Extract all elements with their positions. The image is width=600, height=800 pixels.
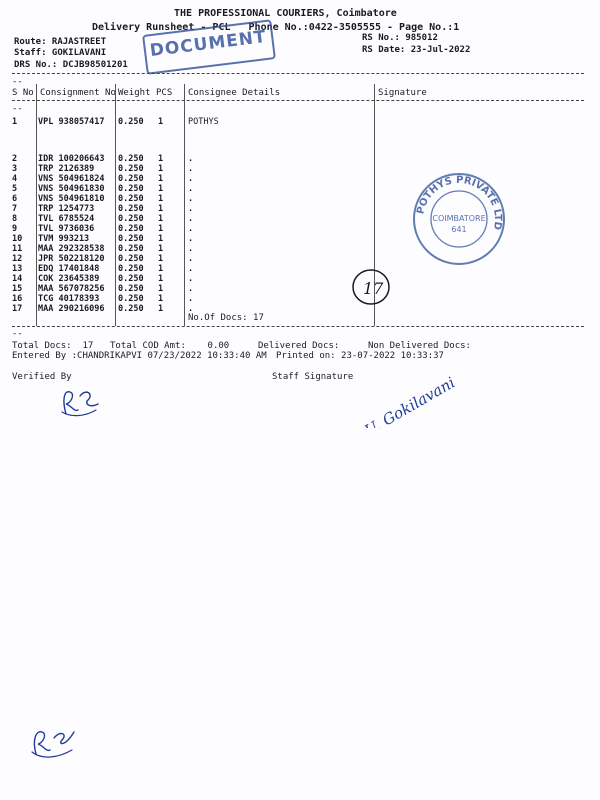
staff-label: Staff: GOKILAVANI bbox=[14, 48, 107, 58]
table-row bbox=[12, 164, 372, 174]
cell-weight: 0.250 bbox=[118, 164, 144, 174]
cell-consignee: . bbox=[188, 264, 194, 274]
cell-pcs: 1 bbox=[158, 117, 164, 127]
cell-consignee: . bbox=[188, 154, 194, 164]
cell-pcs: 1 bbox=[158, 224, 164, 234]
seal-pin-text: 641 bbox=[451, 225, 467, 234]
cell-sno: 2 bbox=[12, 154, 18, 164]
cell-weight: 0.250 bbox=[118, 154, 144, 164]
cell-consignee: . bbox=[188, 254, 194, 264]
cell-pcs: 1 bbox=[158, 294, 164, 304]
handwritten-count-circle bbox=[350, 267, 392, 307]
cell-weight: 0.250 bbox=[118, 284, 144, 294]
cell-weight: 0.250 bbox=[118, 244, 144, 254]
cell-pcs: 1 bbox=[158, 284, 164, 294]
table-row bbox=[12, 274, 372, 284]
cell-weight: 0.250 bbox=[118, 304, 144, 314]
cell-weight: 0.250 bbox=[118, 184, 144, 194]
entered-by: Entered By :CHANDRIKAPVI 07/23/2022 10:33:40 AM bbox=[12, 351, 267, 361]
staff-signature bbox=[350, 368, 460, 428]
cell-sno: 6 bbox=[12, 194, 18, 204]
table-row bbox=[12, 224, 372, 234]
cell-weight: 0.250 bbox=[118, 234, 144, 244]
cell-consignee: . bbox=[188, 274, 194, 284]
cell-weight: 0.250 bbox=[118, 274, 144, 284]
col-header-consignee: Consignee Details bbox=[188, 88, 281, 98]
verifier-initials bbox=[56, 380, 104, 420]
cell-sno: 4 bbox=[12, 174, 18, 184]
cell-weight: 0.250 bbox=[118, 294, 144, 304]
table-row bbox=[12, 254, 372, 264]
cell-consignee: . bbox=[188, 304, 194, 314]
cell-consignee: . bbox=[188, 294, 194, 304]
no-of-docs: No.Of Docs: 17 bbox=[188, 313, 264, 323]
cell-consignee: . bbox=[188, 174, 194, 184]
cell-consignment: TCG 40178393 bbox=[38, 294, 100, 304]
drs-number: DRS No.: DCJB98501201 bbox=[14, 60, 128, 70]
cell-weight: 0.250 bbox=[118, 174, 144, 184]
divider-mark: -- bbox=[12, 77, 23, 87]
cell-consignee: . bbox=[188, 204, 194, 214]
cell-pcs: 1 bbox=[158, 164, 164, 174]
cell-consignee: POTHYS bbox=[188, 117, 219, 127]
cell-consignment: MAA 567078256 bbox=[38, 284, 105, 294]
cell-sno: 17 bbox=[12, 304, 23, 314]
cell-consignment: VNS 504961824 bbox=[38, 174, 105, 184]
divider bbox=[12, 100, 584, 101]
cell-consignment: TRP 1254773 bbox=[38, 204, 95, 214]
table-row bbox=[12, 234, 372, 244]
handwritten-count-text: 17 bbox=[363, 279, 384, 298]
cell-sno: 10 bbox=[12, 234, 23, 244]
verified-by-label: Verified By bbox=[12, 372, 72, 382]
cell-consignment: TRP 2126389 bbox=[38, 164, 95, 174]
cell-sno: 14 bbox=[12, 274, 23, 284]
cell-weight: 0.250 bbox=[118, 254, 144, 264]
cell-consignment: VNS 504961810 bbox=[38, 194, 105, 204]
table-row bbox=[12, 174, 372, 184]
cell-pcs: 1 bbox=[158, 154, 164, 164]
cell-consignment: JPR 502218120 bbox=[38, 254, 105, 264]
cell-consignment: COK 23645389 bbox=[38, 274, 100, 284]
rs-number: RS No.: 985012 bbox=[362, 33, 438, 43]
cell-sno: 3 bbox=[12, 164, 18, 174]
cell-consignment: TVL 6785524 bbox=[38, 214, 95, 224]
total-docs: Total Docs: 17 bbox=[12, 341, 94, 351]
cell-consignment: TVL 9736036 bbox=[38, 224, 95, 234]
cell-weight: 0.250 bbox=[118, 214, 144, 224]
cell-consignee: . bbox=[188, 284, 194, 294]
cell-pcs: 1 bbox=[158, 254, 164, 264]
total-cod-amount: Total COD Amt: 0.00 bbox=[110, 341, 230, 351]
table-row bbox=[12, 284, 372, 294]
cell-consignee: . bbox=[188, 224, 194, 234]
divider bbox=[12, 73, 584, 74]
table-row bbox=[12, 204, 372, 214]
cell-pcs: 1 bbox=[158, 184, 164, 194]
bottom-initials bbox=[28, 718, 80, 762]
cell-pcs: 1 bbox=[158, 174, 164, 184]
divider-mark: -- bbox=[12, 329, 23, 339]
rs-date: RS Date: 23-Jul-2022 bbox=[362, 45, 471, 55]
table-row bbox=[12, 184, 372, 194]
staff-signature-label: Staff Signature bbox=[272, 372, 354, 382]
cell-sno: 9 bbox=[12, 224, 18, 234]
verifier-initials-icon bbox=[56, 380, 104, 420]
table-row bbox=[12, 154, 372, 164]
cell-weight: 0.250 bbox=[118, 264, 144, 274]
cell-sno: 7 bbox=[12, 204, 18, 214]
document-stamp-text: DOCUMENT bbox=[148, 27, 268, 62]
cell-pcs: 1 bbox=[158, 194, 164, 204]
cell-consignment: TVM 993213 bbox=[38, 234, 90, 244]
table-row bbox=[12, 294, 372, 304]
cell-pcs: 1 bbox=[158, 244, 164, 254]
bottom-initials-icon bbox=[28, 718, 80, 762]
cell-consignee: . bbox=[188, 194, 194, 204]
cell-weight: 0.250 bbox=[118, 224, 144, 234]
col-header-sno: S No bbox=[12, 88, 34, 98]
table-row bbox=[12, 244, 372, 254]
runsheet-title: Delivery Runsheet - PCL Phone No.:0422-3505555 - Page No.:1 bbox=[92, 22, 460, 33]
cell-pcs: 1 bbox=[158, 264, 164, 274]
cell-weight: 0.250 bbox=[118, 194, 144, 204]
table-row bbox=[12, 214, 372, 224]
cell-weight: 0.250 bbox=[118, 204, 144, 214]
seal-city-text: COIMBATORE bbox=[432, 214, 486, 223]
cell-sno: 12 bbox=[12, 254, 23, 264]
cell-sno: 8 bbox=[12, 214, 18, 224]
cell-sno: 1 bbox=[12, 117, 18, 127]
cell-sno: 16 bbox=[12, 294, 23, 304]
cell-pcs: 1 bbox=[158, 304, 164, 314]
cell-sno: 13 bbox=[12, 264, 23, 274]
company-seal-icon bbox=[411, 171, 507, 267]
cell-pcs: 1 bbox=[158, 204, 164, 214]
col-header-pcs: PCS bbox=[156, 88, 173, 98]
col-header-signature: Signature bbox=[378, 88, 427, 98]
cell-pcs: 1 bbox=[158, 234, 164, 244]
cell-weight: 0.250 bbox=[118, 117, 144, 127]
cell-consignment: MAA 290216096 bbox=[38, 304, 105, 314]
cell-consignee: . bbox=[188, 164, 194, 174]
staff-signature-text: U. Gokilavani bbox=[361, 373, 459, 428]
divider bbox=[12, 326, 584, 327]
cell-consignment: VPL 938057417 bbox=[38, 117, 105, 127]
cell-consignment: IDR 100206643 bbox=[38, 154, 105, 164]
cell-consignee: . bbox=[188, 214, 194, 224]
col-header-consignment: Consignment No bbox=[40, 88, 116, 98]
non-delivered-docs: Non Delivered Docs: bbox=[368, 341, 471, 351]
delivered-docs: Delivered Docs: bbox=[258, 341, 340, 351]
col-header-weight: Weight bbox=[118, 88, 151, 98]
route-label: Route: RAJASTREET bbox=[14, 37, 107, 47]
table-row bbox=[12, 117, 372, 127]
cell-consignment: VNS 504961830 bbox=[38, 184, 105, 194]
cell-sno: 15 bbox=[12, 284, 23, 294]
cell-consignment: MAA 292328538 bbox=[38, 244, 105, 254]
cell-pcs: 1 bbox=[158, 274, 164, 284]
cell-pcs: 1 bbox=[158, 214, 164, 224]
divider-mark: -- bbox=[12, 104, 23, 114]
cell-sno: 11 bbox=[12, 244, 23, 254]
company-seal bbox=[411, 171, 507, 267]
table-row bbox=[12, 264, 372, 274]
cell-consignee: . bbox=[188, 184, 194, 194]
cell-consignee: . bbox=[188, 234, 194, 244]
seal-ring-text: POTHYS PRIVATE LTD bbox=[415, 174, 504, 231]
cell-consignee: . bbox=[188, 244, 194, 254]
cell-consignment: EDQ 17401848 bbox=[38, 264, 100, 274]
table-row bbox=[12, 194, 372, 204]
printed-on: Printed on: 23-07-2022 10:33:37 bbox=[276, 351, 444, 361]
cell-sno: 5 bbox=[12, 184, 18, 194]
company-title: THE PROFESSIONAL COURIERS, Coimbatore bbox=[174, 8, 397, 19]
